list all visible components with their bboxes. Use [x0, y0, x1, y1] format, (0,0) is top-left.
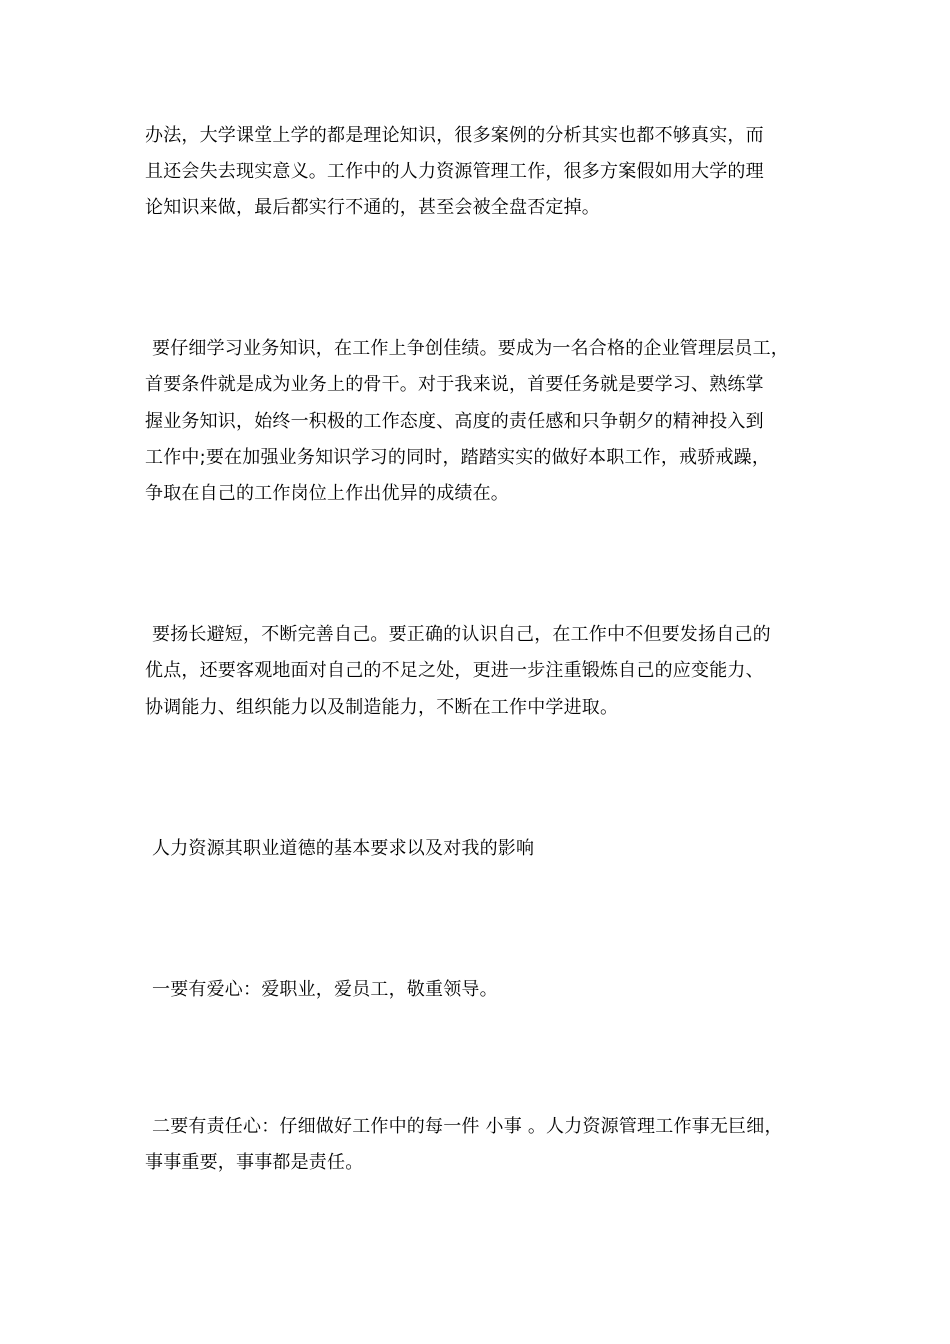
paragraph-1-line-1: 办法，大学课堂上学的都是理论知识，很多案例的分析其实也都不够真实，而 [145, 125, 764, 146]
paragraph-1-line-3: 论知识来做，最后都实行不通的，甚至会被全盘否定掉。 [145, 197, 600, 218]
point-2-line-1: 二要有责任心：仔细做好工作中的每一件 小事 。人力资源管理工作事无巨细， [152, 1116, 783, 1137]
paragraph-2-line-2: 首要条件就是成为业务上的骨干。对于我来说，首要任务就是要学习、熟练掌 [145, 374, 764, 395]
paragraph-3-line-3: 协调能力、组织能力以及制造能力，不断在工作中学进取。 [145, 697, 619, 718]
paragraph-2-line-3: 握业务知识，始终一积极的工作态度、高度的责任感和只争朝夕的精神投入到 [145, 411, 764, 432]
paragraph-3-line-1: 要扬长避短，不断完善自己。要正确的认识自己，在工作中不但要发扬自己的 [152, 624, 771, 645]
point-2-line-2: 事事重要，事事都是责任。 [145, 1152, 364, 1173]
point-1-line-1: 一要有爱心：爱职业，爱员工，敬重领导。 [152, 979, 498, 1000]
paragraph-2-line-1: 要仔细学习业务知识，在工作上争创佳绩。要成为一名合格的企业管理层员工， [152, 338, 789, 359]
paragraph-1-line-2: 且还会失去现实意义。工作中的人力资源管理工作，很多方案假如用大学的理 [145, 161, 764, 182]
paragraph-2-line-5: 争取在自己的工作岗位上作出优异的成绩在。 [145, 483, 509, 504]
paragraph-3-line-2: 优点，还要客观地面对自己的不足之处，更进一步注重锻炼自己的应变能力、 [145, 660, 764, 681]
section-heading: 人力资源其职业道德的基本要求以及对我的影响 [152, 838, 535, 859]
paragraph-2-line-4: 工作中;要在加强业务知识学习的同时，踏踏实实的做好本职工作，戒骄戒躁， [145, 447, 771, 468]
